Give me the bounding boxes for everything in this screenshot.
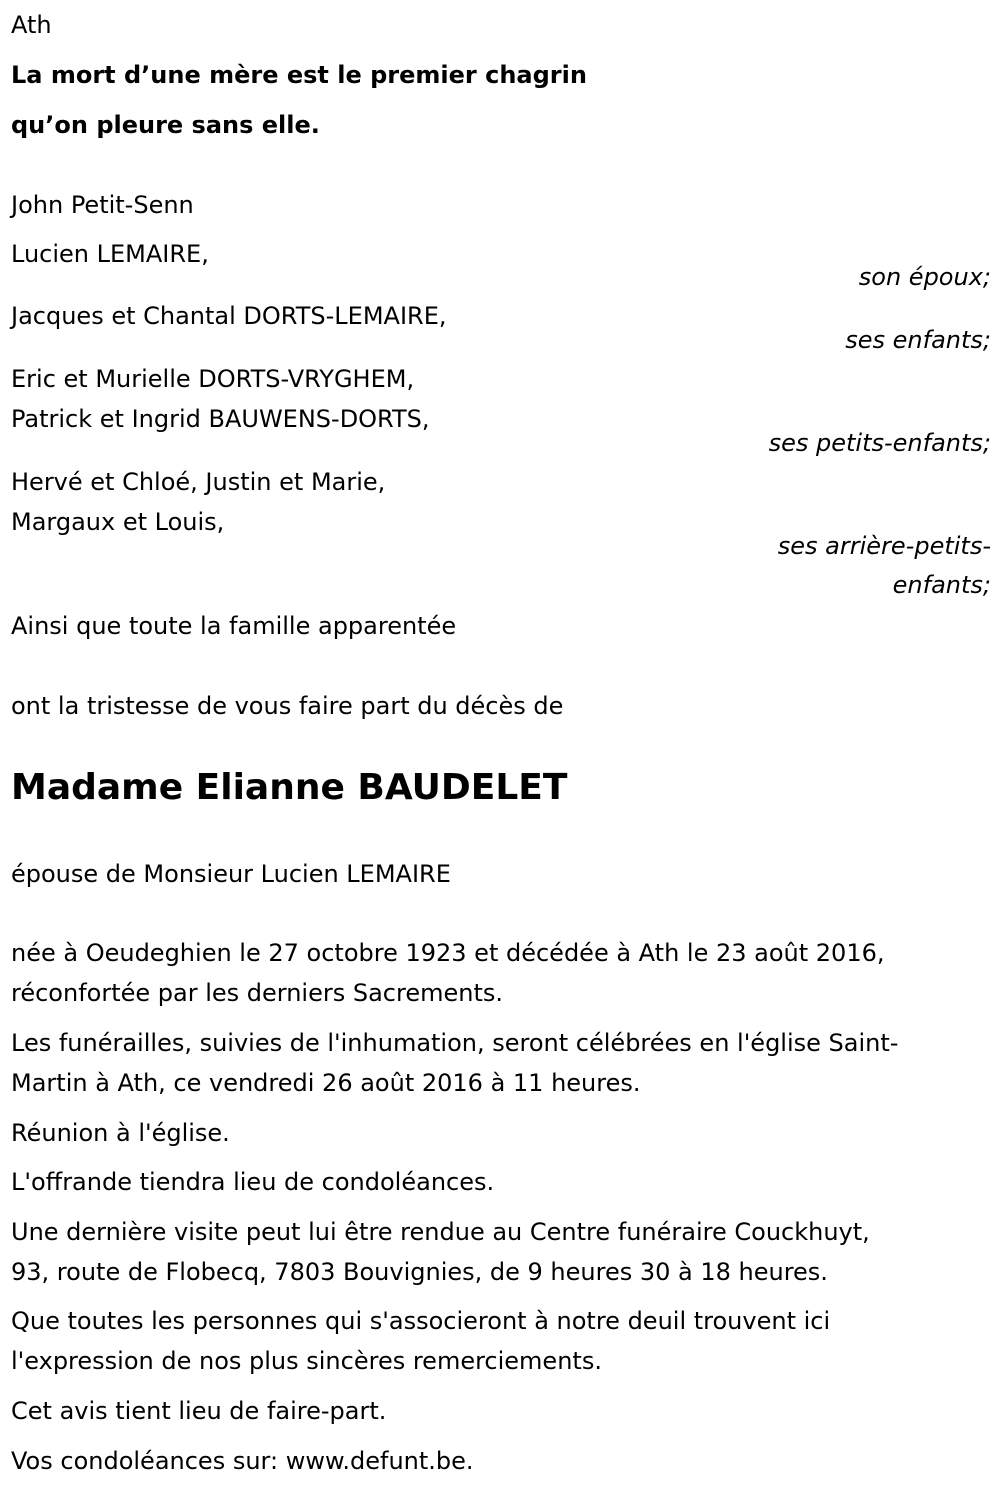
paragraph-visit-2: 93, route de Flobecq, 7803 Bouvignies, de 9 heures 30 à 18 heures. xyxy=(11,1258,828,1286)
paragraph-notice: Cet avis tient lieu de faire-part. xyxy=(11,1397,387,1425)
family-name-great-grandchildren-1: Hervé et Chloé, Justin et Marie, xyxy=(11,468,386,496)
paragraph-funeral-1: Les funérailles, suivies de l'inhumation, seront célébrées en l'église Saint- xyxy=(11,1029,899,1057)
family-name-grandchildren-2: Patrick et Ingrid BAUWENS-DORTS, xyxy=(11,405,430,433)
family-relation-spouse: son époux; xyxy=(858,263,991,291)
quote-line-2: qu’on pleure sans elle. xyxy=(11,111,320,139)
paragraph-thanks-2: l'expression de nos plus sincères remerciements. xyxy=(11,1347,602,1375)
paragraph-birth-death-2: réconfortée par les derniers Sacrements. xyxy=(11,979,503,1007)
family-name-spouse: Lucien LEMAIRE, xyxy=(11,240,209,268)
location: Ath xyxy=(11,11,52,39)
deceased-name: Madame Elianne BAUDELET xyxy=(11,767,568,808)
spouse-line: épouse de Monsieur Lucien LEMAIRE xyxy=(11,860,451,888)
quote-line-1: La mort d’une mère est le premier chagrin xyxy=(11,61,587,89)
paragraph-condolences: Vos condoléances sur: www.defunt.be. xyxy=(11,1447,474,1475)
announcement: ont la tristesse de vous faire part du décès de xyxy=(11,692,564,720)
paragraph-visit-1: Une dernière visite peut lui être rendue au Centre funéraire Couckhuyt, xyxy=(11,1218,870,1246)
paragraph-meeting: Réunion à l'église. xyxy=(11,1119,230,1147)
family-relation-great-grandchildren-2: enfants; xyxy=(892,571,991,599)
family-name-children: Jacques et Chantal DORTS-LEMAIRE, xyxy=(11,302,447,330)
paragraph-birth-death-1: née à Oeudeghien le 27 octobre 1923 et décédée à Ath le 23 août 2016, xyxy=(11,939,885,967)
family-relation-great-grandchildren-1: ses arrière-petits- xyxy=(777,532,991,560)
extended-family: Ainsi que toute la famille apparentée xyxy=(11,612,457,640)
paragraph-thanks-1: Que toutes les personnes qui s'associeront à notre deuil trouvent ici xyxy=(11,1307,831,1335)
family-relation-children: ses enfants; xyxy=(845,326,991,354)
family-name-grandchildren-1: Eric et Murielle DORTS-VRYGHEM, xyxy=(11,365,415,393)
quote-author: John Petit-Senn xyxy=(11,191,194,219)
paragraph-offering: L'offrande tiendra lieu de condoléances. xyxy=(11,1168,495,1196)
paragraph-funeral-2: Martin à Ath, ce vendredi 26 août 2016 à 11 heures. xyxy=(11,1069,641,1097)
family-name-great-grandchildren-2: Margaux et Louis, xyxy=(11,508,225,536)
family-relation-grandchildren: ses petits-enfants; xyxy=(768,429,991,457)
